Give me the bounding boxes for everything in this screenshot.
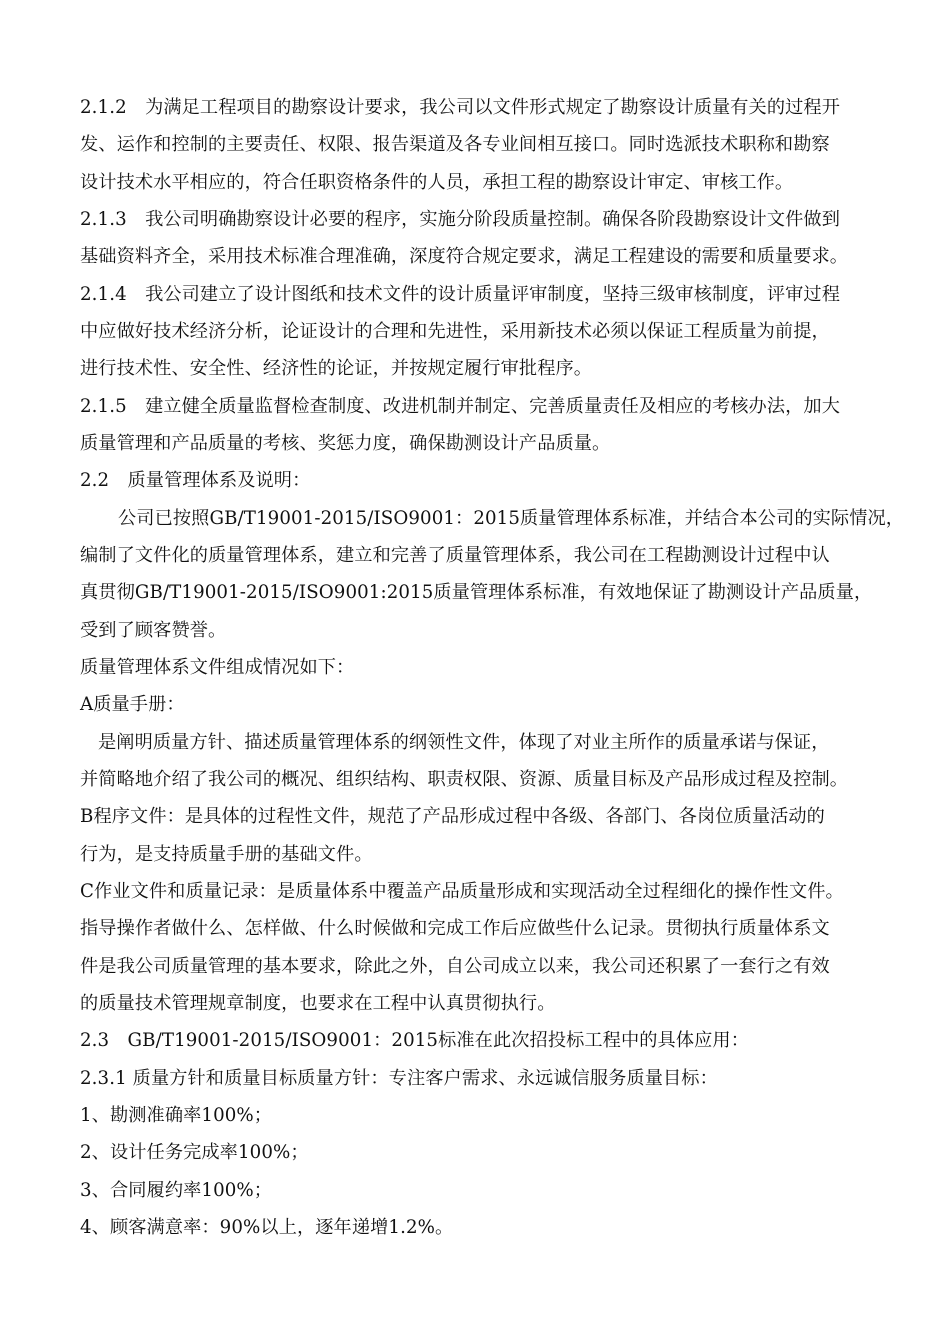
paragraph-2-1-5-line-2: 质量管理和产品质量的考核、奖惩力度，确保勘测设计产品质量。 xyxy=(80,433,611,454)
paragraph-2-1-2-line-2: 发、运作和控制的主要责任、权限、报告渠道及各专业间相互接口。同时选派技术职称和勘察 xyxy=(80,134,830,155)
qms-paragraph-line-1: 公司已按照GB/T19001-2015/ISO9001：2015质量管理体系标准，并结合本公司的实际情况， xyxy=(118,508,905,529)
section-2-3-1-heading: 2.3.1 质量方针和质量目标质量方针：专注客户需求、永远诚信服务质量目标： xyxy=(80,1068,718,1089)
item-c-line-3: 件是我公司质量管理的基本要求，除此之外，自公司成立以来，我公司还积累了一套行之有效 xyxy=(80,956,830,977)
item-a-heading: A质量手册： xyxy=(80,694,185,715)
paragraph-2-1-2-line-1: 2.1.2 为满足工程项目的勘察设计要求，我公司以文件形式规定了勘察设计质量有关的过程开 xyxy=(80,97,840,118)
paragraph-2-1-5-line-1: 2.1.5 建立健全质量监督检查制度、改进机制并制定、完善质量责任及相应的考核办法，加大 xyxy=(80,396,840,417)
paragraph-2-1-4-line-3: 进行技术性、安全性、经济性的论证，并按规定履行审批程序。 xyxy=(80,358,593,379)
qms-docs-intro: 质量管理体系文件组成情况如下： xyxy=(80,657,355,678)
target-item-1: 1、勘测准确率100%； xyxy=(80,1105,273,1126)
target-item-2: 2、设计任务完成率100%； xyxy=(80,1142,309,1163)
item-c-line-1: C作业文件和质量记录：是质量体系中覆盖产品质量形成和实现活动全过程细化的操作性文件。 xyxy=(80,881,844,902)
item-c-line-2: 指导操作者做什么、怎样做、什么时候做和完成工作后应做些什么记录。贯彻执行质量体系文 xyxy=(80,918,830,939)
qms-paragraph-line-3: 真贯彻GB/T19001-2015/ISO9001:2015质量管理体系标准，有效地保证了勘测设计产品质量， xyxy=(80,582,873,603)
section-2-2-heading: 2.2 质量管理体系及说明： xyxy=(80,470,311,491)
paragraph-2-1-4-line-2: 中应做好技术经济分析，论证设计的合理和先进性，采用新技术必须以保证工程质量为前提， xyxy=(80,321,830,342)
target-item-4: 4、顾客满意率：90%以上，逐年递增1.2%。 xyxy=(80,1217,454,1238)
section-2-3-heading: 2.3 GB/T19001-2015/ISO9001：2015标准在此次招投标工程中的具体应用： xyxy=(80,1030,749,1051)
item-c-line-4: 的质量技术管理规章制度，也要求在工程中认真贯彻执行。 xyxy=(80,993,556,1014)
item-b-line-1: B程序文件：是具体的过程性文件，规范了产品形成过程中各级、各部门、各岗位质量活动的 xyxy=(80,806,825,827)
item-a-line-1: 是阐明质量方针、描述质量管理体系的纲领性文件，体现了对业主所作的质量承诺与保证， xyxy=(98,732,830,753)
paragraph-2-1-4-line-1: 2.1.4 我公司建立了设计图纸和技术文件的设计质量评审制度，坚持三级审核制度，评审过程 xyxy=(80,284,840,305)
target-item-3: 3、合同履约率100%； xyxy=(80,1180,273,1201)
qms-paragraph-line-2: 编制了文件化的质量管理体系，建立和完善了质量管理体系，我公司在工程勘测设计过程中认 xyxy=(80,545,830,566)
item-b-line-2: 行为，是支持质量手册的基础文件。 xyxy=(80,844,373,865)
item-a-line-2: 并简略地介绍了我公司的概况、组织结构、职责权限、资源、质量目标及产品形成过程及控制。 xyxy=(80,769,849,790)
paragraph-2-1-3-line-1: 2.1.3 我公司明确勘察设计必要的程序，实施分阶段质量控制。确保各阶段勘察设计文件做到 xyxy=(80,209,840,230)
paragraph-2-1-2-line-3: 设计技术水平相应的，符合任职资格条件的人员，承担工程的勘察设计审定、审核工作。 xyxy=(80,172,794,193)
qms-paragraph-line-4: 受到了顾客赞誉。 xyxy=(80,620,227,641)
paragraph-2-1-3-line-2: 基础资料齐全，采用技术标准合理准确，深度符合规定要求，满足工程建设的需要和质量要求。 xyxy=(80,246,849,267)
